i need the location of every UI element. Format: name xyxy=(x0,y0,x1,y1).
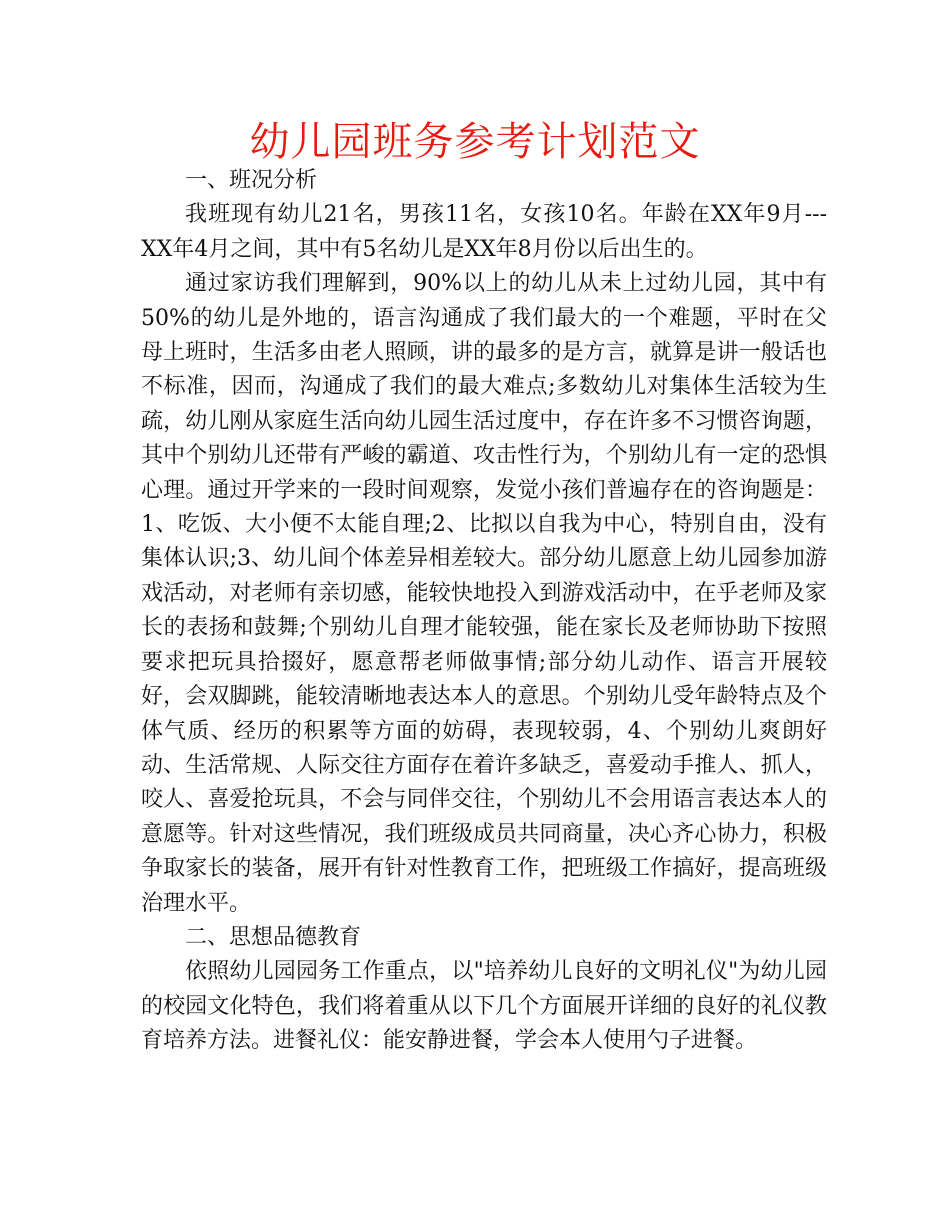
section-heading-1: 一、班况分析 xyxy=(185,168,318,193)
paragraph-class-size: 我班现有幼儿21名，男孩11名，女孩10名。年龄在XX年9月---XX年4月之间，其中有5名幼儿是XX年8月份以后出生的。 xyxy=(141,202,827,262)
paragraph-etiquette: 依照幼儿园园务工作重点，以"培养幼儿良好的文明礼仪"为幼儿园的校园文化特色，我们将着重从以下几个方面展开详细的良好的礼仪教育培养方法。进餐礼仪：能安静进餐，学会本人使用勺子进餐。 xyxy=(141,959,827,1054)
paragraph-home-visit: 通过家访我们理解到，90%以上的幼儿从未上过幼儿园，其中有50%的幼儿是外地的，语言沟通成了我们最大的一个难题，平时在父母上班时，生活多由老人照顾，讲的最多的是方言，就算是讲一般话也不标准，因而，沟通成了我们的最大难点;多数幼儿对集体生活较为生疏，幼儿刚从家庭生活向幼儿园生活过度中，存在许多不习惯咨询题，其中个别幼儿还带有严峻的霸道、攻击性行为，个别幼儿有一定的恐惧心理。通过开学来的一段时间观察，发觉小孩们普遍存在的咨询题是：1、吃饭、大小便不太能自理;2、比拟以自我为中心，特别自由，没有集体认识;3、幼儿间个体差异相差较大。部分幼儿愿意上幼儿园参加游戏活动，对老师有亲切感，能较快地投入到游戏活动中，在乎老师及家长的表扬和鼓舞;个别幼儿自理才能较强，能在家长及老师协助下按照要求把玩具拾掇好，愿意帮老师做事情;部分幼儿动作、语言开展较好，会双脚跳，能较清晰地表达本人的意思。个别幼儿受年龄特点及个体气质、经历的积累等方面的妨碍，表现较弱，4、个别幼儿爽朗好动、生活常规、人际交往方面存在着许多缺乏，喜爱动手推人、抓人，咬人、喜爱抢玩具，不会与同伴交往，个别幼儿不会用语言表达本人的意愿等。针对这些情况，我们班级成员共同商量，决心齐心协力，积极争取家长的装备，展开有针对性教育工作，把班级工作搞好，提高班级治理水平。 xyxy=(141,271,827,916)
document-title: 幼儿园班务参考计划范文 xyxy=(249,119,701,165)
document-body xyxy=(141,164,827,1059)
section-heading-2: 二、思想品德教育 xyxy=(185,924,362,950)
